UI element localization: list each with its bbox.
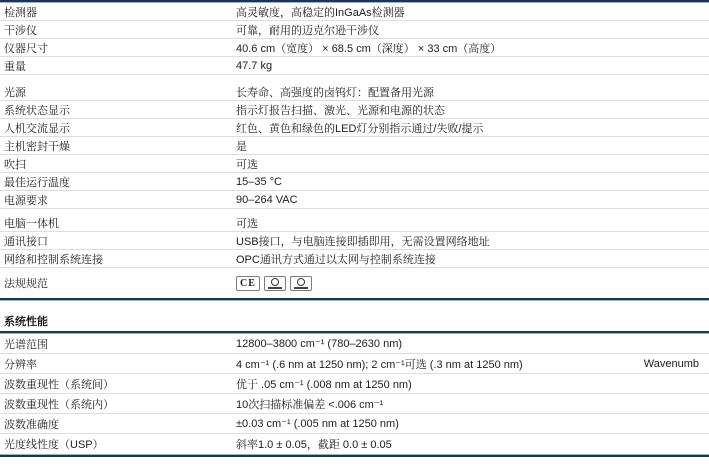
certification-text-bar bbox=[268, 287, 282, 289]
spec-value: 47.7 kg bbox=[236, 59, 273, 72]
spec-label: 分辨率 bbox=[4, 358, 37, 371]
table-row bbox=[0, 214, 709, 232]
spec-label: 光谱范围 bbox=[4, 338, 48, 351]
spec-label: 重量 bbox=[4, 60, 26, 73]
table-row-regulatory bbox=[0, 268, 709, 298]
spec-label: 干涉仪 bbox=[4, 24, 37, 37]
table-row bbox=[0, 374, 709, 394]
table-row bbox=[0, 119, 709, 137]
spec-value: 90–264 VAC bbox=[236, 193, 298, 206]
table-row bbox=[0, 137, 709, 155]
spec-value: 斜率1.0 ± 0.05，截距 0.0 ± 0.05 bbox=[236, 439, 392, 451]
table-row bbox=[0, 354, 709, 374]
spec-value-text: 4 cm⁻¹ (.6 nm at 1250 nm); 2 cm⁻¹可选 (.3 nm at 1250 nm) bbox=[236, 358, 523, 371]
table-row bbox=[0, 173, 709, 191]
spec-value: 15–35 °C bbox=[236, 175, 282, 188]
section-gap bbox=[0, 301, 709, 314]
spec-label: 人机交流显示 bbox=[4, 122, 70, 135]
spec-value: 可选 bbox=[236, 217, 258, 230]
ce-mark-icon: CE bbox=[236, 276, 260, 291]
certification-mark-icon bbox=[290, 276, 312, 291]
table-row bbox=[0, 21, 709, 39]
row-group-gap bbox=[0, 75, 709, 83]
section-title-system-performance: 系统性能 bbox=[4, 316, 48, 328]
spec-label: 波数准确度 bbox=[4, 418, 59, 431]
spec-value: USB接口，与电脑连接即插即用，无需设置网络地址 bbox=[236, 235, 490, 248]
spec-label: 波数重现性（系统内） bbox=[4, 398, 114, 411]
spec-label: 仪器尺寸 bbox=[4, 42, 48, 55]
spec-label: 波数重现性（系统间） bbox=[4, 378, 114, 391]
table-row bbox=[0, 57, 709, 75]
table-row bbox=[0, 101, 709, 119]
spec-value: 高灵敏度，高稳定的InGaAs检测器 bbox=[236, 6, 405, 19]
spec-value bbox=[236, 356, 705, 372]
truncated-column-text: Wavenumb bbox=[643, 357, 699, 370]
page-bottom-rule bbox=[0, 454, 709, 457]
spec-label: 光度线性度（USP） bbox=[4, 439, 104, 451]
certification-emblem-icon bbox=[271, 278, 279, 286]
table-row bbox=[0, 334, 709, 354]
spec-value: 10次扫描标准偏差 <.006 cm⁻¹ bbox=[236, 398, 384, 411]
table-row bbox=[0, 3, 709, 21]
table-row bbox=[0, 39, 709, 57]
spec-label: 光源 bbox=[4, 86, 26, 99]
spec-value: 长寿命、高强度的卤钨灯：配置备用光源 bbox=[236, 86, 434, 99]
spec-value: OPC通讯方式通过以太网与控制系统连接 bbox=[236, 253, 436, 266]
spec-label: 检测器 bbox=[4, 6, 37, 19]
spec-label: 法规规范 bbox=[4, 278, 48, 290]
table-row bbox=[0, 434, 709, 454]
table-row bbox=[0, 250, 709, 268]
certification-emblem-icon bbox=[297, 278, 305, 286]
spec-value: 可靠，耐用的迈克尔逊干涉仪 bbox=[236, 24, 379, 37]
spec-value: 可选 bbox=[236, 158, 258, 171]
spec-label: 电源要求 bbox=[4, 194, 48, 207]
table-row bbox=[0, 394, 709, 414]
spec-label: 最佳运行温度 bbox=[4, 176, 70, 189]
spec-value: 40.6 cm（宽度） × 68.5 cm（深度） × 33 cm（高度） bbox=[236, 42, 502, 55]
spec-value: ±0.03 cm⁻¹ (.005 nm at 1250 nm) bbox=[236, 418, 399, 430]
spec-label: 电脑一体机 bbox=[4, 217, 59, 230]
table-row bbox=[0, 191, 709, 209]
performance-table bbox=[0, 334, 709, 454]
table-row bbox=[0, 414, 709, 434]
spec-label: 系统状态显示 bbox=[4, 104, 70, 117]
spec-value: 红色、黄色和绿色的LED灯分别指示通过/失败/提示 bbox=[236, 122, 484, 135]
spec-label: 通讯接口 bbox=[4, 235, 48, 248]
certification-mark-icon bbox=[264, 276, 286, 291]
certification-marks bbox=[236, 276, 312, 291]
spec-value: 是 bbox=[236, 140, 247, 153]
spec-label: 主机密封干燥 bbox=[4, 140, 70, 153]
spec-value: 12800–3800 cm⁻¹ (780–2630 nm) bbox=[236, 338, 403, 350]
table-row bbox=[0, 83, 709, 101]
spec-value: 优于 .05 cm⁻¹ (.008 nm at 1250 nm) bbox=[236, 378, 412, 391]
table-row bbox=[0, 155, 709, 173]
spec-label: 网络和控制系统连接 bbox=[4, 253, 103, 266]
spec-value bbox=[236, 276, 705, 291]
table-row bbox=[0, 232, 709, 250]
spec-label: 吹扫 bbox=[4, 158, 26, 171]
certification-text-bar bbox=[294, 287, 308, 289]
spec-value: 指示灯报告扫描、激光、光源和电源的状态 bbox=[236, 104, 445, 117]
